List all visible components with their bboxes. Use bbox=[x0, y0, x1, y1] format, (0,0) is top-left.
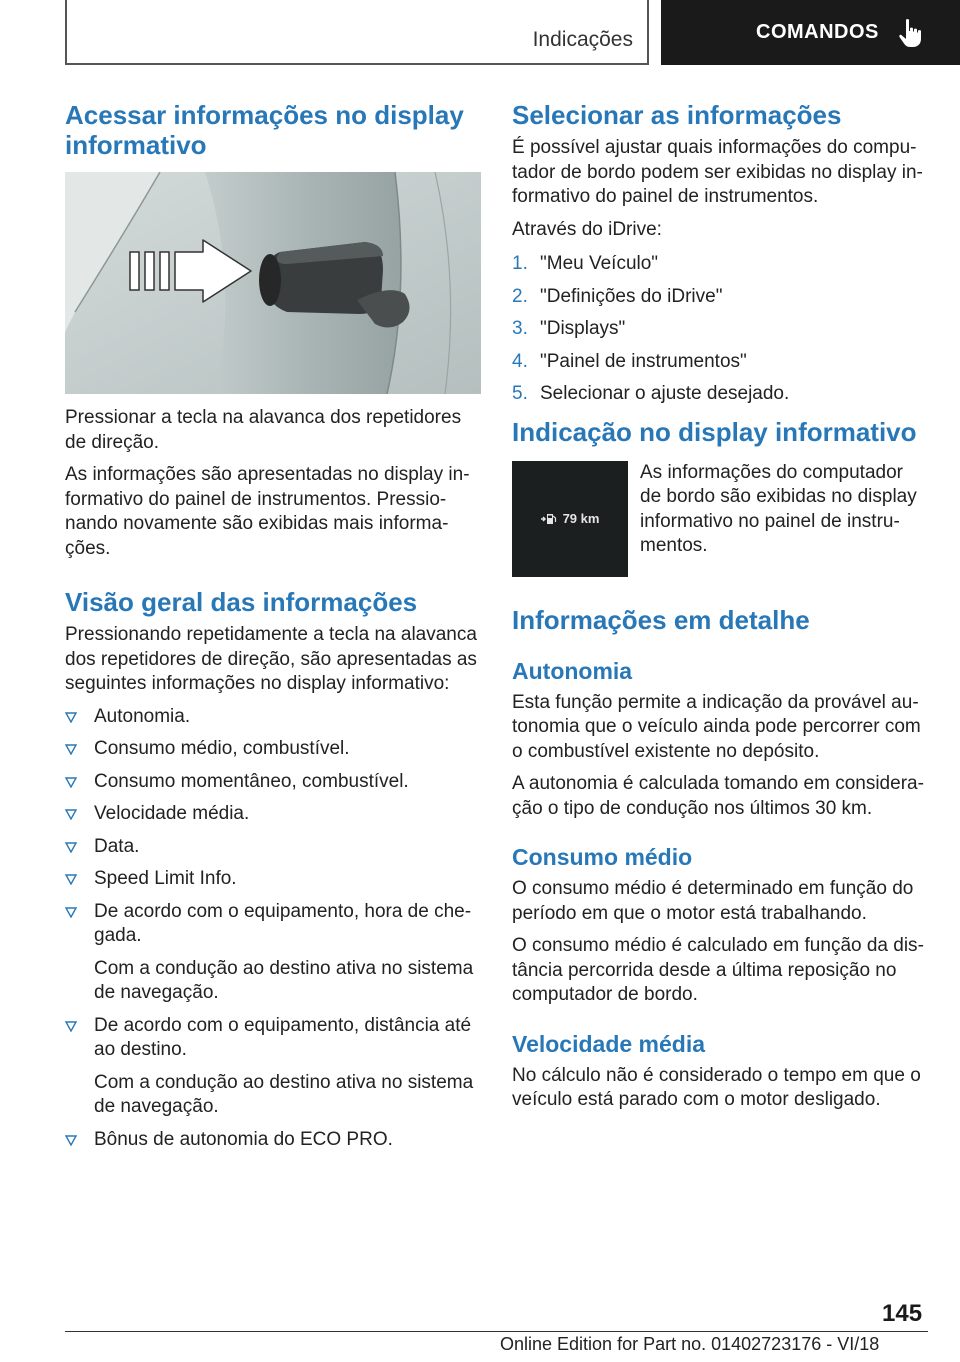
bullet-triangle-icon bbox=[65, 874, 77, 885]
step-item: 2. "Definições do iDrive" bbox=[512, 285, 723, 307]
header-chapter-tab bbox=[661, 0, 960, 65]
heading-info-detail: Informações em detalhe bbox=[512, 604, 810, 635]
paragraph-average-consumption-2: O consumo médio é calculado em função da distância percorrida desde a última reposição no computador de bordo. bbox=[512, 935, 924, 1005]
bullet-triangle-icon bbox=[65, 907, 77, 918]
bullet-triangle-icon bbox=[65, 777, 77, 788]
turn-signal-lever-illustration bbox=[65, 172, 481, 394]
paragraph-overview: Pressionando repetidamente a tecla na alavanca dos repetidores de direção, são apresentadas as seguintes informações no display informativo: bbox=[65, 624, 477, 694]
heading-select-info: Selecionar as informações bbox=[512, 100, 842, 130]
step-item: 1. "Meu Veículo" bbox=[512, 253, 659, 274]
paragraph-average-speed: No cálculo não é considerado o tempo em que o veículo está parado com o motor desligado. bbox=[512, 1064, 921, 1110]
paragraph-press-key: Pressionar a tecla na alavanca dos repetidores de direção. bbox=[65, 407, 462, 453]
paragraph-indication: As informações do computador de bordo são exibidas no display informativo no painel de instrumentos. bbox=[640, 461, 917, 556]
left-column bbox=[65, 100, 481, 1160]
heading-access-info: Acessar informações no display informativo bbox=[65, 100, 464, 160]
pointing-hand-icon bbox=[897, 18, 923, 48]
header-section-title: Indicações bbox=[532, 28, 633, 51]
list-item: Data. bbox=[65, 835, 481, 860]
instrument-display-thumbnail bbox=[512, 461, 628, 577]
indication-figure-block bbox=[512, 461, 928, 577]
bullet-triangle-icon bbox=[65, 842, 77, 853]
header-chapter-label: COMANDOS bbox=[756, 21, 879, 43]
bullet-triangle-icon bbox=[65, 809, 77, 820]
list-item: Autonomia. bbox=[65, 705, 481, 730]
page-number: 145 bbox=[882, 1300, 923, 1327]
footer-rule bbox=[65, 1331, 928, 1332]
footer-edition: Online Edition for Part no. 01402723176 - VI/18 bbox=[500, 1334, 880, 1354]
paragraph-info-shown: As informações são apresentadas no display informativo do painel de instrumentos. Pressionando novamente são exibidas mais informações. bbox=[65, 464, 470, 559]
heading-average-consumption: Consumo médio bbox=[512, 844, 693, 870]
step-item: 5. Selecionar o ajuste desejado. bbox=[512, 383, 790, 404]
list-item: De acordo com o equipamento, hora de chegada. Com a condução ao destino ativa no sistema de navegação. bbox=[65, 900, 481, 1006]
idrive-steps bbox=[512, 252, 928, 407]
paragraph-via-idrive: Através do iDrive: bbox=[512, 218, 662, 240]
right-column bbox=[512, 100, 928, 1121]
display-range-value: 79 km bbox=[562, 511, 600, 526]
info-list bbox=[65, 705, 481, 1153]
list-item: Velocidade média. bbox=[65, 802, 481, 827]
heading-display-indication: Indicação no display informativo bbox=[512, 416, 917, 447]
fuel-pump-icon bbox=[541, 513, 557, 525]
bullet-triangle-icon bbox=[65, 1021, 77, 1032]
list-item: De acordo com o equipamento, distância até ao destino. Com a condução ao destino ativa no sistema de navegação. bbox=[65, 1014, 481, 1120]
list-item: Speed Limit Info. bbox=[65, 867, 481, 892]
list-item: Consumo momentâneo, combustível. bbox=[65, 770, 481, 795]
navigation-note: Com a condução ao destino ativa no sistema de navegação. bbox=[94, 1071, 474, 1117]
heading-info-overview: Visão geral das informações bbox=[65, 587, 418, 617]
list-item: Bônus de autonomia do ECO PRO. bbox=[65, 1128, 481, 1153]
bullet-triangle-icon bbox=[65, 744, 77, 755]
step-item: 4. "Painel de instrumentos" bbox=[512, 350, 747, 372]
heading-average-speed: Velocidade média bbox=[512, 1030, 706, 1057]
heading-range: Autonomia bbox=[512, 657, 633, 684]
paragraph-select: É possível ajustar quais informações do computador de bordo podem ser exibidas no display informativo do painel de instrumentos. bbox=[512, 137, 923, 207]
header-section-box bbox=[65, 0, 649, 65]
bullet-triangle-icon bbox=[65, 712, 77, 723]
paragraph-range-2: A autonomia é calculada tomando em consideração o tipo de condução nos últimos 30 km. bbox=[512, 773, 924, 819]
step-item: 3. "Displays" bbox=[512, 318, 626, 339]
navigation-note: Com a condução ao destino ativa no sistema de navegação. bbox=[94, 957, 474, 1003]
paragraph-average-consumption-1: O consumo médio é determinado em função do período em que o motor está trabalhando. bbox=[512, 878, 914, 924]
paragraph-range-1: Esta função permite a indicação da provável autonomia que o veículo ainda pode percorrer com o combustível existente no depósito. bbox=[512, 691, 921, 762]
list-item: Consumo médio, combustível. bbox=[65, 737, 481, 762]
bullet-triangle-icon bbox=[65, 1135, 77, 1146]
